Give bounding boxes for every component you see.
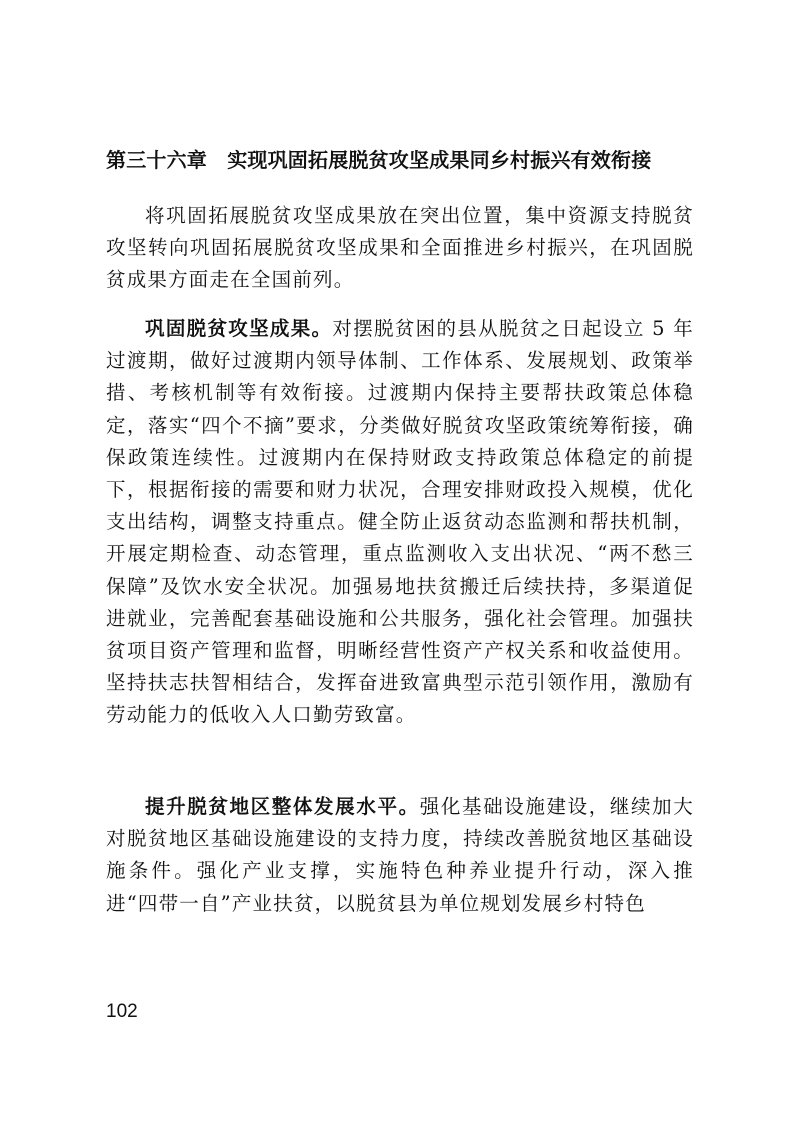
paragraph-intro (106, 200, 694, 297)
paragraph-text: 强化基础设施建设，继续加大对脱贫地区基础设施建设的支持力度，持续改善脱贫地区基础设施条件。强化产业支撑，实施特色种养业提升行动，深入推进“四带一自”产业扶贫，以脱贫县为单位规划发展乡村特色 (106, 795, 694, 915)
paragraph-lead: 提升脱贫地区整体发展水平。 (145, 795, 420, 818)
paragraph-lead: 巩固脱贫攻坚成果。 (145, 317, 333, 340)
paragraph-text: 将巩固拓展脱贫攻坚成果放在突出位置，集中资源支持脱贫攻坚转向巩固拓展脱贫攻坚成果和全面推进乡村振兴，在巩固脱贫成果方面走在全国前列。 (106, 204, 694, 292)
paragraph-consolidate (106, 313, 694, 732)
page-number: 102 (106, 1001, 138, 1022)
paragraph-development (106, 791, 694, 920)
chapter-title: 第三十六章 实现巩固拓展脱贫攻坚成果同乡村振兴有效衔接 (106, 148, 652, 172)
paragraph-text: 对摆脱贫困的县从脱贫之日起设立 5 年过渡期，做好过渡期内领导体制、工作体系、发展规划、政策举措、考核机制等有效衔接。过渡期内保持主要帮扶政策总体稳定，落实“四个不摘”要求，分类做好脱贫攻坚政策统筹衔接，确保政策连续性。过渡期内在保持财政支持政策总体稳定的前提下，根据衔接的需要和财力状况，合理安排财政投入规模，优化支出结构，调整支持重点。健全防止返贫动态监测和帮扶机制，开展定期检查、动态管理，重点监测收入支出状况、“两不愁三保障”及饮水安全状况。加强易地扶贫搬迁后续扶持，多渠道促进就业，完善配套基础设施和公共服务，强化社会管理。加强扶贫项目资产管理和监督，明晰经营性资产产权关系和收益使用。坚持扶志扶智相结合，发挥奋进致富典型示范引领作用，激励有劳动能力的低收入人口勤劳致富。 (106, 317, 694, 727)
